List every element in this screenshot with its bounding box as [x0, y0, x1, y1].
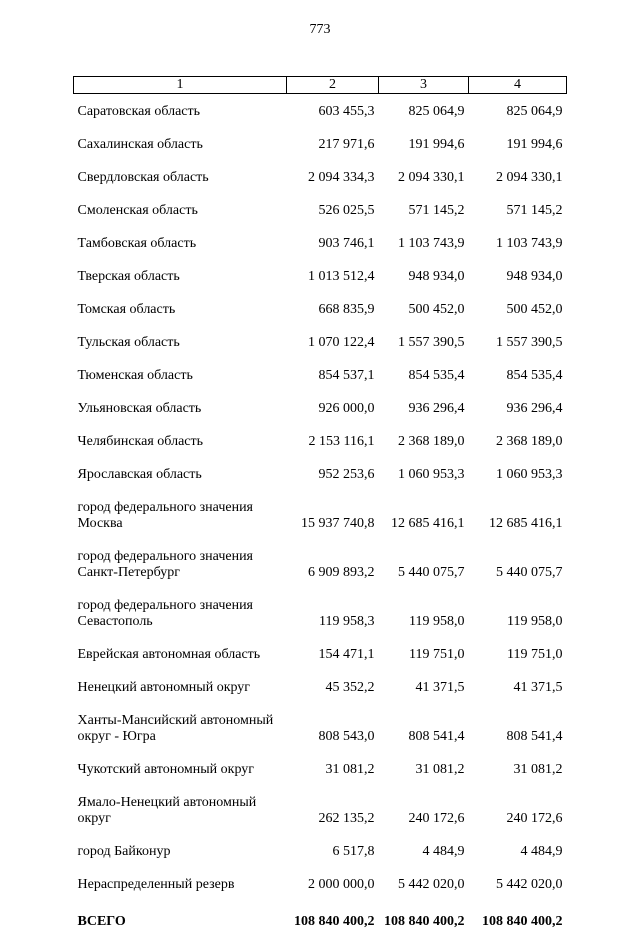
region-name: Сахалинская область: [74, 125, 287, 158]
region-name: Еврейская автономная область: [74, 635, 287, 668]
value-col-3: 948 934,0: [379, 257, 469, 290]
value-col-2: 217 971,6: [287, 125, 379, 158]
value-col-4: 571 145,2: [469, 191, 567, 224]
total-col-2: 108 840 400,2: [287, 898, 379, 935]
region-name: город федерального значения Севастополь: [74, 586, 287, 635]
value-col-4: 1 060 953,3: [469, 455, 567, 488]
value-col-4: 240 172,6: [469, 783, 567, 832]
value-col-4: 31 081,2: [469, 750, 567, 783]
table-row: [74, 668, 567, 701]
value-col-3: 936 296,4: [379, 389, 469, 422]
value-col-2: 952 253,6: [287, 455, 379, 488]
table-row: [74, 422, 567, 455]
region-name: Челябинская область: [74, 422, 287, 455]
value-col-4: 854 535,4: [469, 356, 567, 389]
value-col-3: 1 103 743,9: [379, 224, 469, 257]
region-name: Нераспределенный резерв: [74, 865, 287, 898]
table-row: [74, 389, 567, 422]
table-row: [74, 750, 567, 783]
value-col-4: 808 541,4: [469, 701, 567, 750]
value-col-4: 2 368 189,0: [469, 422, 567, 455]
value-col-2: 119 958,3: [287, 586, 379, 635]
table-row: [74, 125, 567, 158]
value-col-3: 1 060 953,3: [379, 455, 469, 488]
value-col-2: 1 013 512,4: [287, 257, 379, 290]
value-col-4: 119 751,0: [469, 635, 567, 668]
value-col-3: 119 751,0: [379, 635, 469, 668]
value-col-2: 903 746,1: [287, 224, 379, 257]
value-col-2: 6 909 893,2: [287, 537, 379, 586]
value-col-2: 262 135,2: [287, 783, 379, 832]
region-name: Чукотский автономный округ: [74, 750, 287, 783]
value-col-4: 1 557 390,5: [469, 323, 567, 356]
value-col-4: 119 958,0: [469, 586, 567, 635]
value-col-3: 1 557 390,5: [379, 323, 469, 356]
value-col-2: 808 543,0: [287, 701, 379, 750]
table-row: [74, 832, 567, 865]
value-col-4: 825 064,9: [469, 94, 567, 126]
value-col-2: 2 153 116,1: [287, 422, 379, 455]
value-col-3: 240 172,6: [379, 783, 469, 832]
table-row: [74, 701, 567, 750]
value-col-4: 12 685 416,1: [469, 488, 567, 537]
value-col-2: 45 352,2: [287, 668, 379, 701]
region-name: Ненецкий автономный округ: [74, 668, 287, 701]
region-name: Саратовская область: [74, 94, 287, 126]
value-col-3: 31 081,2: [379, 750, 469, 783]
value-col-3: 2 094 330,1: [379, 158, 469, 191]
value-col-3: 5 440 075,7: [379, 537, 469, 586]
page-number: 773: [0, 22, 640, 38]
table-row: [74, 783, 567, 832]
value-col-2: 154 471,1: [287, 635, 379, 668]
table-row: [74, 455, 567, 488]
table-row: [74, 290, 567, 323]
table-row: [74, 158, 567, 191]
region-name: Смоленская область: [74, 191, 287, 224]
header-col-2: 2: [287, 77, 379, 94]
table-row: [74, 488, 567, 537]
value-col-4: 191 994,6: [469, 125, 567, 158]
value-col-3: 119 958,0: [379, 586, 469, 635]
value-col-4: 2 094 330,1: [469, 158, 567, 191]
value-col-2: 1 070 122,4: [287, 323, 379, 356]
budget-table: [73, 76, 567, 935]
region-name: Тверская область: [74, 257, 287, 290]
table-row: [74, 191, 567, 224]
region-name: Ульяновская область: [74, 389, 287, 422]
region-name: город Байконур: [74, 832, 287, 865]
header-col-3: 3: [379, 77, 469, 94]
value-col-2: 854 537,1: [287, 356, 379, 389]
value-col-4: 936 296,4: [469, 389, 567, 422]
value-col-4: 41 371,5: [469, 668, 567, 701]
value-col-4: 500 452,0: [469, 290, 567, 323]
region-name: Ханты-Мансийский автономный округ - Югра: [74, 701, 287, 750]
value-col-3: 41 371,5: [379, 668, 469, 701]
value-col-2: 526 025,5: [287, 191, 379, 224]
header-col-4: 4: [469, 77, 567, 94]
region-name: Свердловская область: [74, 158, 287, 191]
header-col-1: 1: [74, 77, 287, 94]
value-col-4: 1 103 743,9: [469, 224, 567, 257]
value-col-3: 4 484,9: [379, 832, 469, 865]
region-name: Тамбовская область: [74, 224, 287, 257]
table-row: [74, 323, 567, 356]
value-col-3: 5 442 020,0: [379, 865, 469, 898]
value-col-3: 2 368 189,0: [379, 422, 469, 455]
value-col-2: 2 094 334,3: [287, 158, 379, 191]
region-name: Ямало-Ненецкий автономный округ: [74, 783, 287, 832]
table-row: [74, 356, 567, 389]
value-col-4: 4 484,9: [469, 832, 567, 865]
value-col-4: 5 440 075,7: [469, 537, 567, 586]
total-label: ВСЕГО: [74, 898, 287, 935]
value-col-2: 15 937 740,8: [287, 488, 379, 537]
value-col-2: 31 081,2: [287, 750, 379, 783]
value-col-2: 6 517,8: [287, 832, 379, 865]
table-row: [74, 94, 567, 126]
region-name: Тульская область: [74, 323, 287, 356]
region-name: Ярославская область: [74, 455, 287, 488]
total-col-3: 108 840 400,2: [379, 898, 469, 935]
value-col-2: 668 835,9: [287, 290, 379, 323]
table-row: [74, 537, 567, 586]
value-col-2: 603 455,3: [287, 94, 379, 126]
value-col-3: 500 452,0: [379, 290, 469, 323]
table-row: [74, 224, 567, 257]
region-name: город федерального значения Москва: [74, 488, 287, 537]
total-col-4: 108 840 400,2: [469, 898, 567, 935]
table-row: [74, 865, 567, 898]
region-name: город федерального значения Санкт-Петербург: [74, 537, 287, 586]
table-header: [74, 77, 567, 94]
value-col-4: 948 934,0: [469, 257, 567, 290]
table-body: [74, 94, 567, 935]
value-col-3: 12 685 416,1: [379, 488, 469, 537]
total-row: [74, 898, 567, 935]
value-col-3: 854 535,4: [379, 356, 469, 389]
value-col-3: 808 541,4: [379, 701, 469, 750]
value-col-3: 191 994,6: [379, 125, 469, 158]
value-col-3: 825 064,9: [379, 94, 469, 126]
value-col-4: 5 442 020,0: [469, 865, 567, 898]
region-name: Томская область: [74, 290, 287, 323]
value-col-2: 926 000,0: [287, 389, 379, 422]
table-row: [74, 257, 567, 290]
value-col-2: 2 000 000,0: [287, 865, 379, 898]
region-name: Тюменская область: [74, 356, 287, 389]
value-col-3: 571 145,2: [379, 191, 469, 224]
table-row: [74, 635, 567, 668]
table-row: [74, 586, 567, 635]
